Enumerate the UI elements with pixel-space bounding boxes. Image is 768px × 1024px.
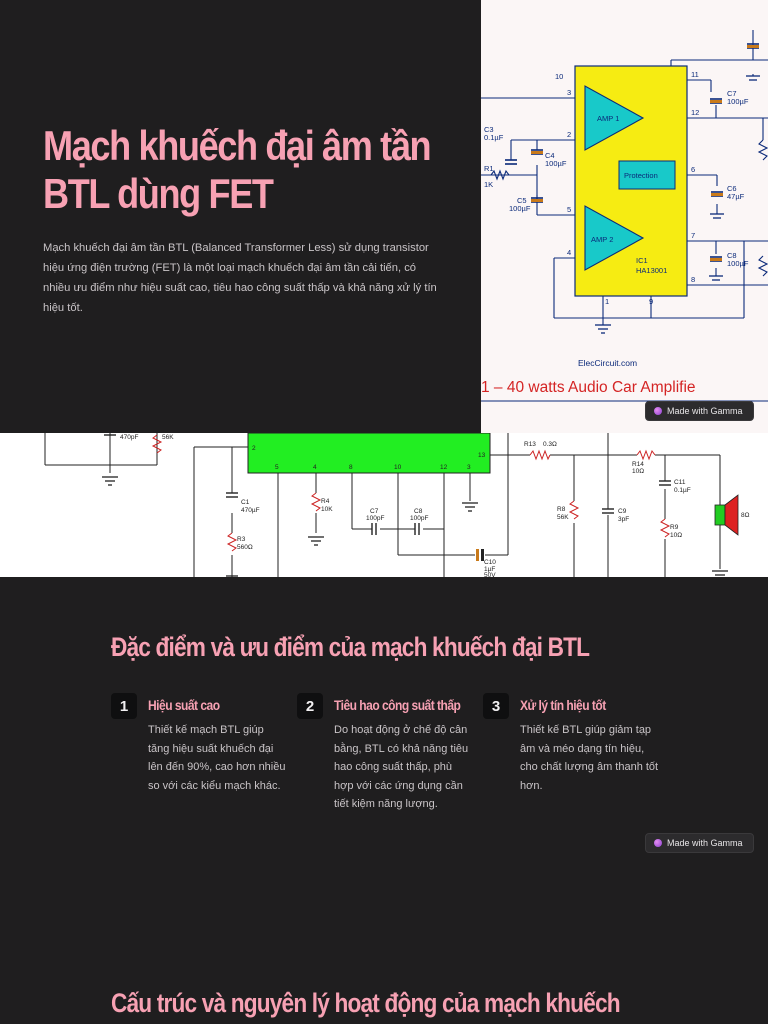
c10-voltage: 50V [484,572,496,577]
pin-label: 5 [275,464,279,471]
pin-label: 10 [555,72,564,81]
gamma-logo-icon [654,407,662,415]
speaker-label: 8Ω [741,512,750,519]
r14-value: 10Ω [632,468,645,475]
next-slide-heading: Cấu trúc và nguyên lý hoạt động của mạch khuếch [111,988,620,1018]
r3-value: 560Ω [237,544,253,551]
made-with-gamma-badge[interactable] [645,833,754,853]
intro-text-block [43,122,443,314]
c1-label: C1 [241,499,250,506]
pin-label: 3 [467,464,471,471]
circuit-diagram-svg [481,0,768,433]
schematic-svg [0,433,768,577]
c4-label: C4 [545,151,555,160]
circuit-diagram-image [481,0,768,433]
feature-number: 2 [297,693,323,719]
slide-intro [0,0,768,433]
r8-value: 56K [557,514,569,521]
c11-label: C11 [674,479,686,486]
r-left-value: 56K [162,434,174,441]
features-heading: Đặc điểm và ưu điểm của mạch khuếch đại BTL [111,632,590,662]
pin-label: 12 [440,464,448,471]
c9-label: C9 [618,508,627,515]
feature-title: Xử lý tín hiệu tốt [520,697,606,713]
r1-value: 1K [484,180,494,189]
feature-title: Tiêu hao công suất thấp [334,697,461,713]
c7-value: 100pF [366,515,385,522]
slide-features [0,577,768,1024]
c4-value: 100µF [545,159,567,168]
pin-label: 8 [349,464,353,471]
r1-label: R1 [484,164,494,173]
r8-label: R8 [557,506,566,513]
pin-label: 4 [313,464,317,471]
r9-value: 10Ω [670,532,683,539]
r14-label: R14 [632,461,644,468]
pin-label: 10 [394,464,402,471]
speaker-cone-icon [725,495,738,535]
feature-description: Thiết kế mạch BTL giúp tăng hiệu suất khuếch đại lên đến 90%, cao hơn nhiều so với các kiểu mạch khác. [148,724,286,792]
c8-label: C8 [414,508,423,515]
pin-label: 13 [478,452,486,459]
slide-title: Mạch khuếch đại âm tần BTL dùng FET [43,122,431,217]
pin-label: 6 [691,165,696,174]
c10-value: 1µF [484,566,496,573]
feature-description: Thiết kế BTL giúp giảm tạp âm và méo dạng tín hiệu, cho chất lượng âm thanh tốt hơn. [520,724,659,792]
c9-value: 3pF [618,516,630,523]
r3-label: R3 [237,536,246,543]
amp2-label: AMP 2 [591,235,614,244]
pin-label: 2 [252,445,256,452]
r4-value: 10K [321,506,333,513]
c5-label: C5 [517,196,527,205]
pin-label: 5 [567,205,572,214]
c5-value: 100µF [509,204,531,213]
pin-label: 11 [691,70,699,79]
circuit-caption: 1 – 40 watts Audio Car Amplifie [481,379,696,396]
pin-label: 9 [649,297,654,306]
speaker-icon [715,505,725,525]
r4-label: R4 [321,498,330,505]
pin-label: 7 [691,231,696,240]
c8-label: C8 [727,251,737,260]
pin-label: 1 [605,297,610,306]
schematic-strip [0,433,768,577]
c3-label: C3 [484,125,494,134]
feature-title: Hiệu suất cao [148,697,220,713]
c6-label: C6 [727,184,737,193]
chip-model: HA13001 [636,266,668,275]
c7-label: C7 [370,508,379,515]
c1-value: 470µF [241,507,260,514]
feature-number: 1 [111,693,137,719]
pin-label: 3 [567,88,572,97]
feature-description: Do hoạt động ở chế độ cân bằng, BTL có khả năng tiêu hao công suất thấp, phù hợp với các ứng dụng cần tiết kiệm năng lượng. [334,724,469,810]
feature-number: 3 [483,693,509,719]
c10-label: C10 [484,559,496,566]
gamma-logo-icon [654,839,662,847]
c3-value: 0.1µF [484,133,504,142]
c6-value: 47µF [727,192,745,201]
c10-capacitor [476,549,479,561]
r13-value: 0.3Ω [543,441,557,448]
c8-value: 100pF [410,515,429,522]
ic-chip-green [248,433,490,473]
c7-label: C7 [727,89,737,98]
amp1-label: AMP 1 [597,114,620,123]
badge-label: Made with Gamma [667,838,743,848]
protection-label: Protection [624,171,658,180]
pin-label: 12 [691,108,700,117]
c7-value: 100µF [727,97,749,106]
c-left-value: 470pF [120,434,139,441]
c8-value: 100µF [727,259,749,268]
r9-label: R9 [670,524,679,531]
badge-label: Made with Gamma [667,406,743,416]
slide-description: Mạch khuếch đại âm tần BTL (Balanced Transformer Less) sử dụng transistor hiệu ứng điện trường (FET) là một loại mạch khuếch đại âm tần cải tiến, có nhiều ưu điểm như hiệu suất cao, tiêu hao công suất thấp và khả năng xử lý tín hiệu tốt. [43,242,437,314]
pin-label: 2 [567,130,572,139]
r13-label: R13 [524,441,536,448]
made-with-gamma-badge[interactable] [645,401,754,421]
chip-label: IC1 [636,256,648,265]
watermark: ElecCircuit.com [578,358,638,368]
pin-label: 4 [567,248,572,257]
c11-value: 0.1µF [674,487,691,494]
pin-label: 8 [691,275,696,284]
